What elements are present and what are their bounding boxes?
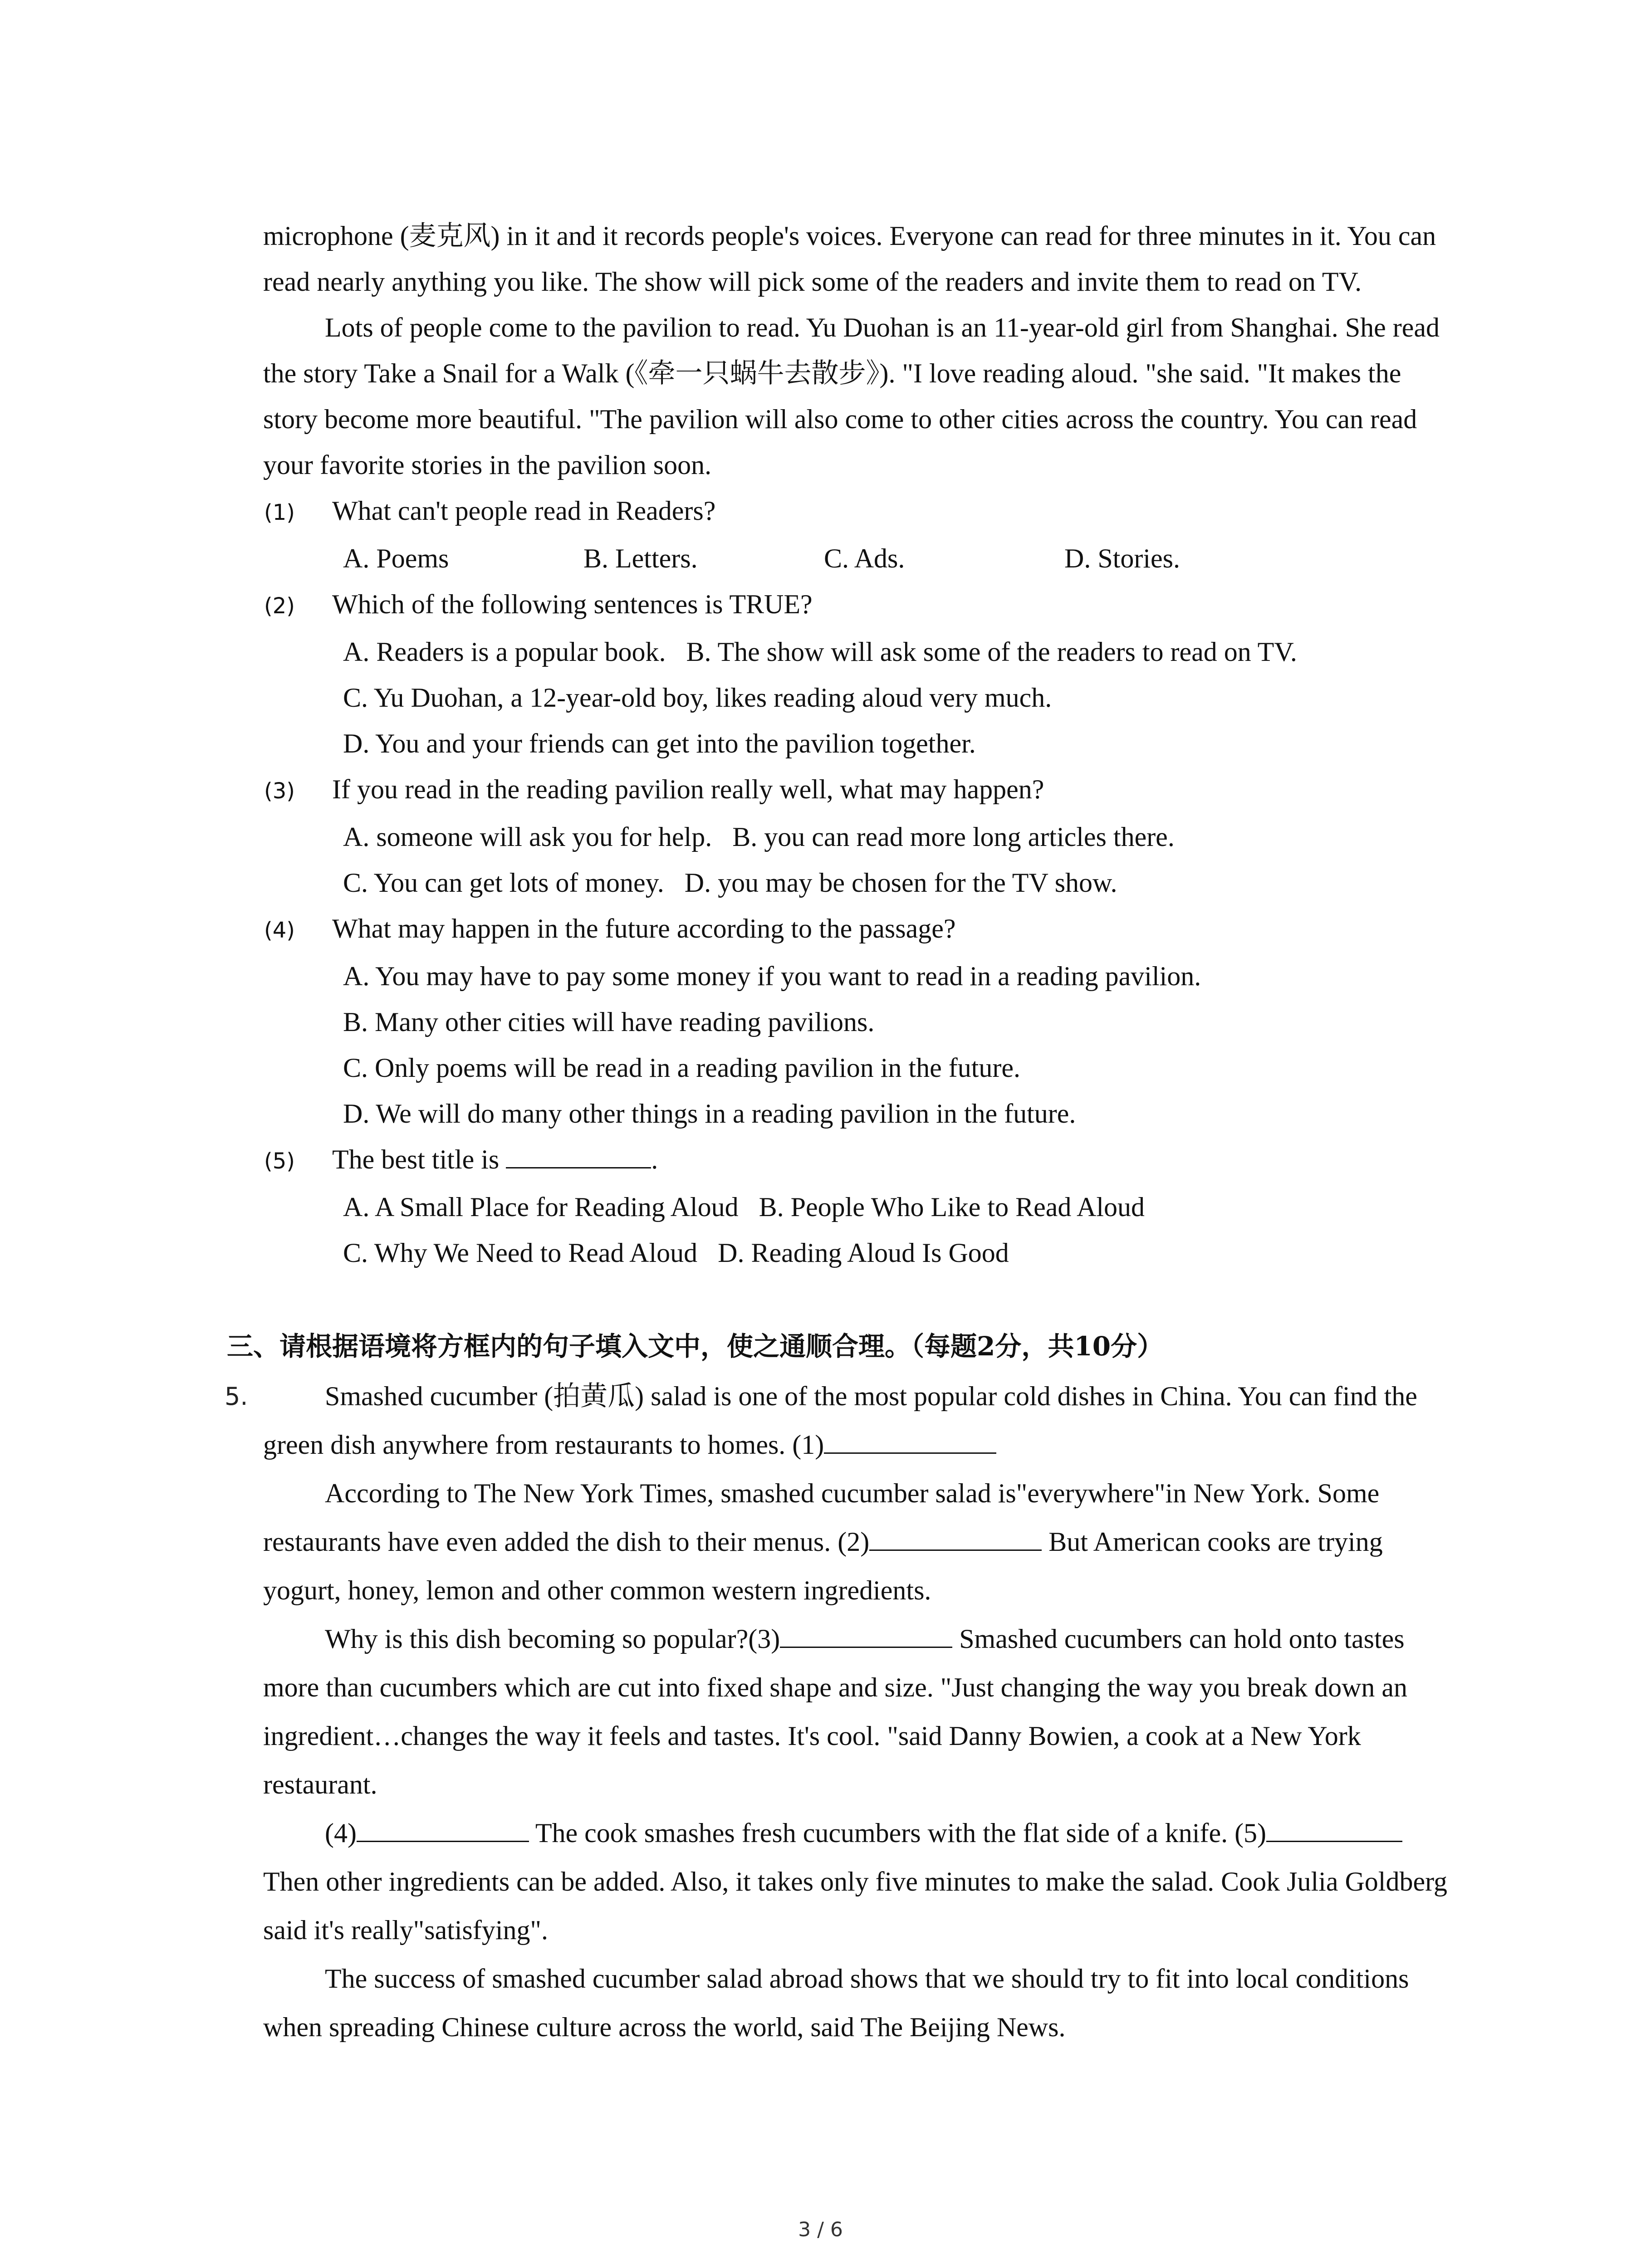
cloze-passage — [263, 1372, 1461, 2052]
option-line: C. Only poems will be read in a reading pavilion in the future. — [343, 1053, 1020, 1083]
blank-4[interactable] — [357, 1815, 529, 1842]
cloze-text: (4) — [325, 1818, 357, 1848]
question-2-options — [343, 629, 1461, 767]
passage-paragraph-2: Lots of people come to the pavilion to read. Yu Duohan is an 11-year-old girl from Shanghai. She read the story Take a Snail for a Walk (《牵一只蜗牛去散步》). "I love reading aloud. "she said. "It makes the story become more beautiful. "The pavilion will also come to other cities across the country. You can read your favorite stories in the pavilion soon. — [263, 313, 1440, 480]
option-line: C. Why We Need to Read Aloud D. Reading Aloud Is Good — [343, 1238, 1009, 1268]
cloze-text: Then other ingredients can be added. Also, it takes only five minutes to make the salad. Cook Julia Goldberg said it's really"satisfying". — [263, 1867, 1447, 1945]
question-3-options — [343, 814, 1461, 906]
cloze-paragraph-5: The success of smashed cucumber salad abroad shows that we should try to fit into local conditions when spreading Chinese culture across the world, said The Beijing News. — [263, 1964, 1409, 2042]
question-5 — [262, 1137, 1461, 1184]
cloze-paragraph-4 — [263, 1809, 1461, 1955]
option-line: C. Yu Duohan, a 12-year-old boy, likes reading aloud very much. — [343, 683, 1052, 713]
option-line: D. You and your friends can get into the pavilion together. — [343, 728, 976, 758]
cloze-paragraph-3 — [263, 1615, 1461, 1809]
question-number: (1) — [264, 500, 295, 525]
question-5-options — [343, 1184, 1461, 1276]
cloze-paragraph-2 — [263, 1469, 1461, 1615]
question-4-options — [343, 953, 1461, 1137]
answer-blank[interactable] — [506, 1142, 651, 1168]
option-d: D. Stories. — [1064, 543, 1180, 573]
option-line: A. A Small Place for Reading Aloud B. People Who Like to Read Aloud — [343, 1192, 1145, 1222]
question-text-after: . — [651, 1144, 658, 1174]
cloze-text: According to The New York Times, smashed cucumber salad is"everywhere"in New York. Some restaurants have even added the dish to their menus. (2) — [263, 1478, 1380, 1557]
option-line: C. You can get lots of money. D. you may be chosen for the TV show. — [343, 868, 1117, 898]
option-c: C. Ads. — [824, 543, 905, 573]
question-number: (3) — [264, 778, 295, 804]
option-b: B. Letters. — [583, 543, 698, 573]
question-text: What can't people read in Readers? — [332, 496, 716, 526]
page-number: 3 / 6 — [798, 2218, 843, 2241]
option-line: A. someone will ask you for help. B. you can read more long articles there. — [343, 822, 1175, 852]
cloze-text: Smashed cucumbers can hold onto tastes more than cucumbers which are cut into fixed shape and size. "Just changing the way you break down an ingredient…changes the way it feels and tastes. It's cool. "said Danny Bowien, a cook at a New York restaurant. — [263, 1624, 1408, 1799]
question-text — [332, 1137, 1461, 1183]
blank-2[interactable] — [869, 1524, 1042, 1551]
question-number-5: 5. — [225, 1382, 248, 1411]
question-number: (2) — [264, 593, 295, 619]
cloze-text: The cook smashes fresh cucumbers with the flat side of a knife. (5) — [529, 1818, 1267, 1848]
option-line: A. Readers is a popular book. B. The show will ask some of the readers to read on TV. — [343, 637, 1297, 667]
option-line: D. We will do many other things in a reading pavilion in the future. — [343, 1099, 1076, 1129]
cloze-paragraph-1 — [263, 1372, 1461, 1469]
reading-passage — [263, 213, 1461, 1276]
question-2 — [262, 582, 1461, 629]
question-text: If you read in the reading pavilion really well, what may happen? — [332, 774, 1044, 804]
question-text-before: The best title is — [332, 1144, 500, 1174]
question-3 — [262, 767, 1461, 814]
question-number: (5) — [264, 1149, 295, 1174]
blank-3[interactable] — [780, 1621, 952, 1648]
option-a: A. Poems — [343, 543, 449, 573]
question-text: Which of the following sentences is TRUE? — [332, 589, 813, 619]
cloze-text: But American cooks are trying yogurt, honey, lemon and other common western ingredients. — [263, 1527, 1383, 1605]
cloze-text: Why is this dish becoming so popular?(3) — [325, 1624, 780, 1654]
question-number: (4) — [264, 918, 295, 943]
question-text: What may happen in the future according to the passage? — [332, 914, 956, 943]
blank-5-continued[interactable] — [1334, 1815, 1402, 1842]
question-1-options — [343, 536, 1461, 582]
option-line: B. Many other cities will have reading pavilions. — [343, 1007, 875, 1037]
question-1 — [262, 488, 1461, 536]
blank-1[interactable] — [824, 1427, 996, 1454]
question-4 — [262, 906, 1461, 953]
blank-5[interactable] — [1266, 1815, 1334, 1842]
cloze-text: Smashed cucumber (拍黄瓜) salad is one of the most popular cold dishes in China. You can find the green dish anywhere from restaurants to homes. (1) — [263, 1381, 1417, 1460]
section-heading: 三、请根据语境将方框内的句子填入文中，使之通顺合理。（每题2分，共10分） — [227, 1331, 1164, 1362]
option-line: A. You may have to pay some money if you want to read in a reading pavilion. — [343, 961, 1201, 991]
passage-paragraph-1: microphone (麦克风) in it and it records people's voices. Everyone can read for three minutes in it. You can read nearly anything you like. The show will pick some of the readers and invite them to read on TV. — [263, 221, 1436, 297]
